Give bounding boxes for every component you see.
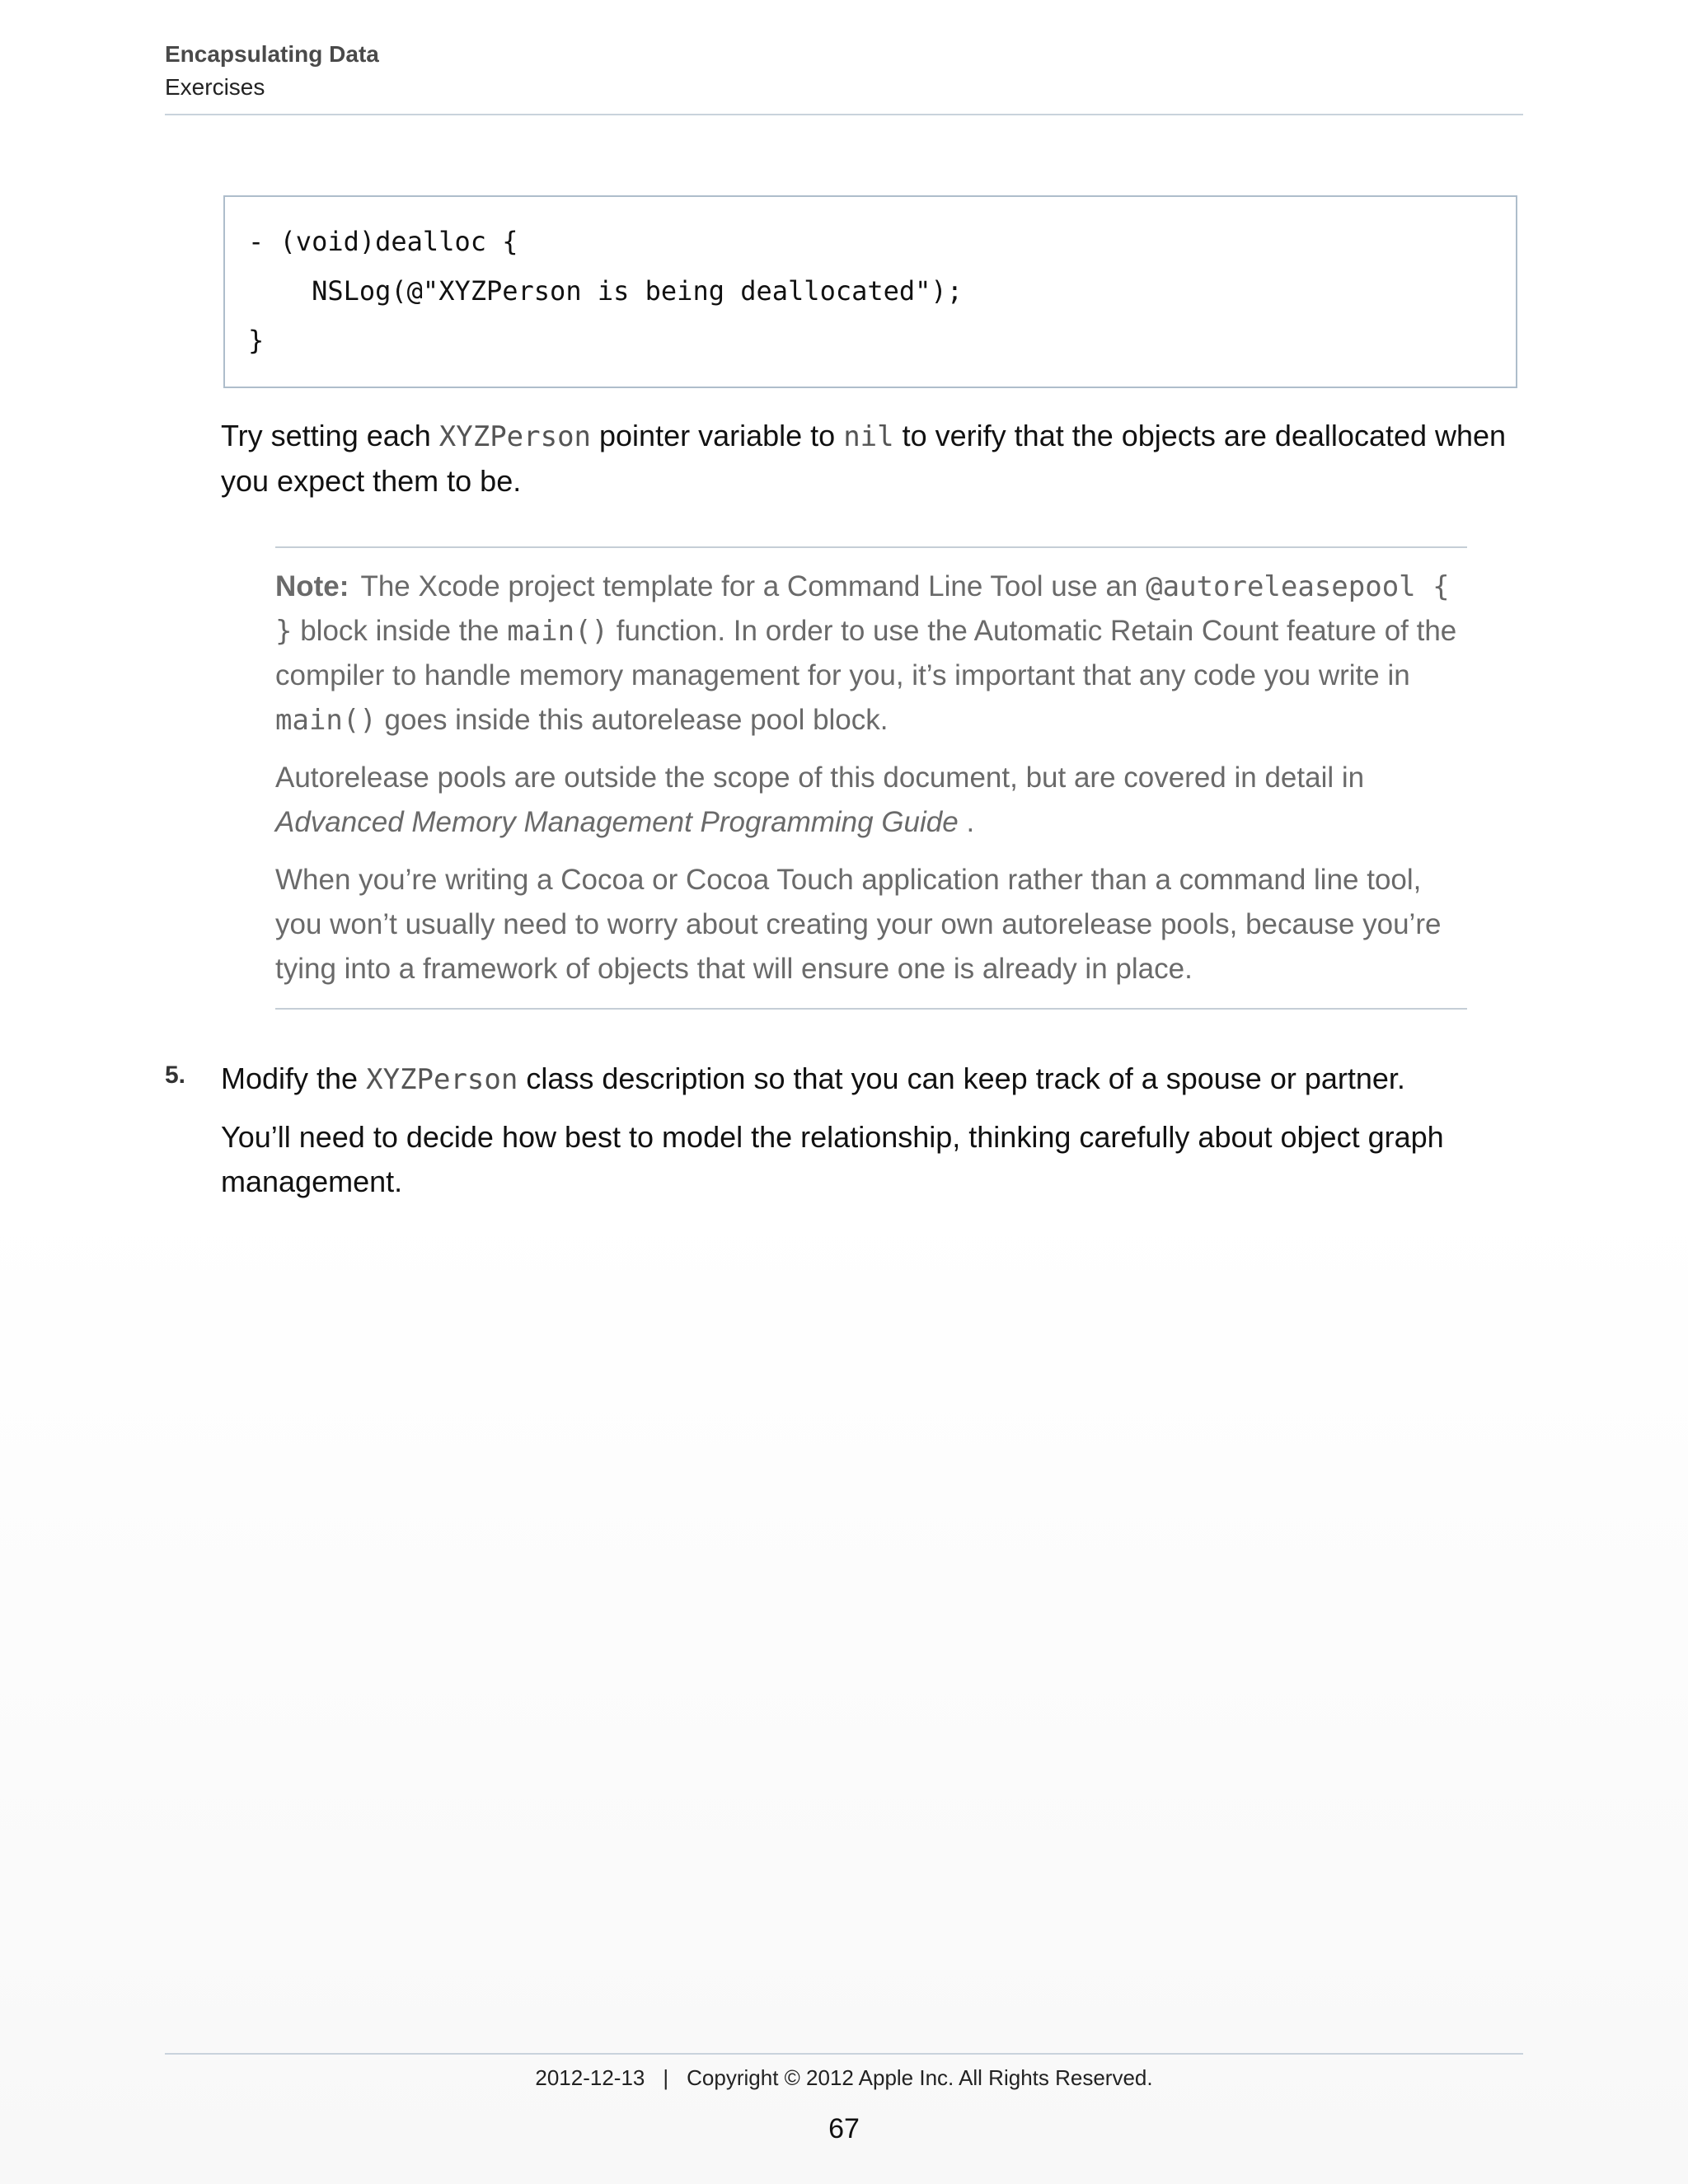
document-link[interactable]: Advanced Memory Management Programming Guide <box>275 806 959 838</box>
code-line: - (void)dealloc { <box>248 226 518 257</box>
note-box <box>275 546 1467 1010</box>
code-line: NSLog(@"XYZPerson is being deallocated"); <box>248 275 963 307</box>
body-paragraph <box>221 414 1523 504</box>
footer <box>0 2065 1688 2091</box>
section-title: Exercises <box>165 74 265 100</box>
list-item-number: 5. <box>165 1062 186 1089</box>
note-paragraph <box>275 565 1467 743</box>
text-run: block inside the <box>292 615 508 647</box>
inline-code: main() <box>507 615 609 648</box>
text-run: Autorelease pools are outside the scope of this document, but are covered in detail in <box>275 762 1365 794</box>
page-number: 67 <box>828 2113 860 2144</box>
code-line: } <box>248 325 265 356</box>
inline-code: main() <box>275 704 377 737</box>
chapter-title: Encapsulating Data <box>165 41 379 67</box>
list-item-paragraph: You’ll need to decide how best to model the relationship, thinking carefully about object graph management. <box>221 1120 1444 1198</box>
text-run: pointer variable to <box>591 419 844 452</box>
footer-copyright: Copyright © 2012 Apple Inc. All Rights Reserved. <box>687 2065 1153 2090</box>
text-run: goes inside this autorelease pool block. <box>376 704 889 736</box>
text-run: class description so that you can keep track of a spouse or partner. <box>518 1062 1405 1095</box>
note-label: Note: <box>275 570 349 602</box>
inline-code: XYZPerson <box>366 1063 518 1096</box>
inline-code: } <box>275 615 293 648</box>
footer-separator: | <box>663 2065 669 2090</box>
code-listing <box>223 195 1517 388</box>
inline-code: XYZPerson <box>438 420 592 453</box>
footer-divider <box>165 2053 1523 2055</box>
text-run: Try setting each <box>221 419 439 452</box>
inline-code: @autoreleasepool { <box>1146 570 1450 603</box>
header-divider <box>165 114 1523 115</box>
list-item <box>221 1057 1523 1217</box>
text-run: . <box>958 806 975 838</box>
list-item-text <box>221 1057 1523 1102</box>
inline-code: nil <box>843 420 894 453</box>
text-run: to verify that the objects are deallocated when you expect them to be. <box>221 419 1507 498</box>
note-paragraph: When you’re writing a Cocoa or Cocoa Touch application rather than a command line tool, you won’t usually need to worry about creating your own autorelease pools, because you’re tying into a framework of objects that will ensure one is already in place. <box>275 864 1442 985</box>
text-run: The Xcode project template for a Command Line Tool use an <box>360 570 1146 602</box>
footer-date: 2012-12-13 <box>535 2065 645 2090</box>
text-run: function. In order to use the Automatic Retain Count feature of the compiler to handle memory management for you, it’s important that any code you write in <box>275 615 1457 691</box>
running-header <box>165 38 1523 104</box>
note-paragraph <box>275 756 1467 845</box>
text-run: Modify the <box>221 1062 367 1095</box>
